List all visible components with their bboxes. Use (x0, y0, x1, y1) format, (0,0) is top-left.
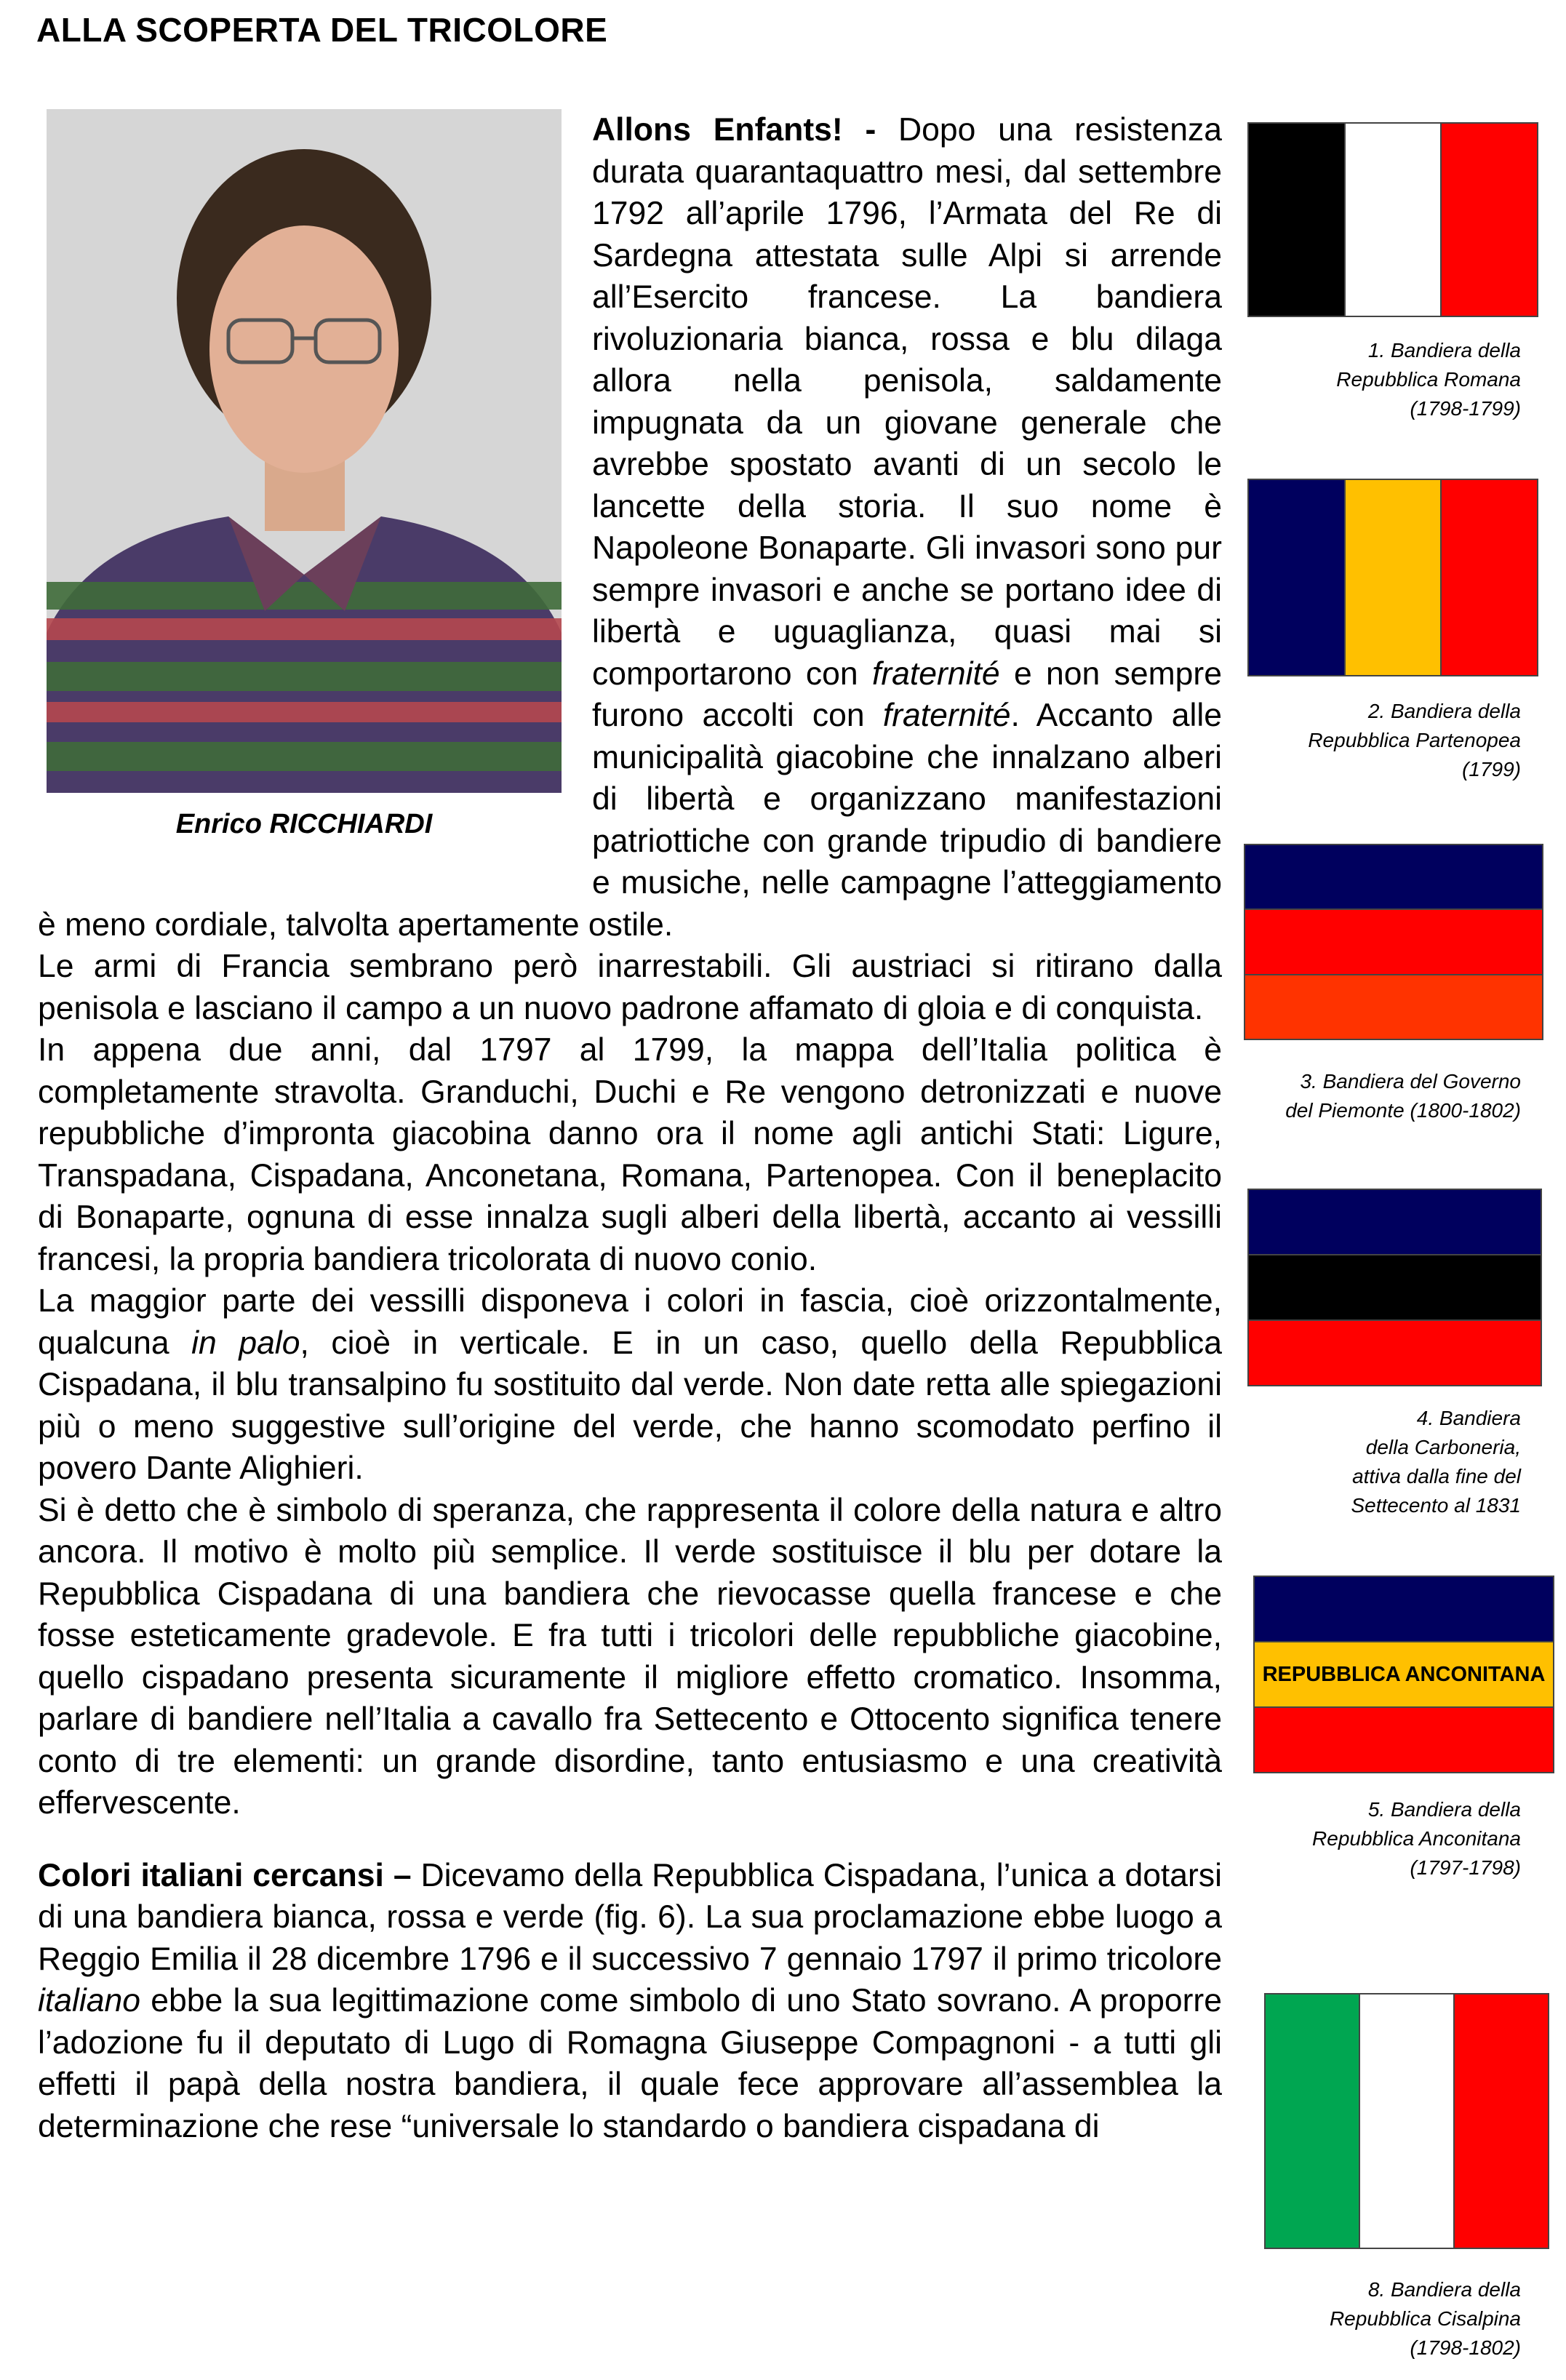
paragraph-4: La maggior parte dei vessilli disponeva i colori in fascia, cioè orizzontalmente, qualcuna in palo, cioè in verticale. E in un caso, quello della Repubblica Cispadana, il blu transalpino fu sostituito dal verde. Non date retta alle spiegazioni più o meno suggestive sull’origine del verde, che hanno scomodato perfino il povero Dante Alighieri. (38, 1283, 1222, 1486)
flag-band (1245, 974, 1542, 1039)
flag-repubblica-partenopea (1247, 479, 1538, 676)
paragraph-6-lead: Colori italiani cercansi – (38, 1857, 412, 1893)
flag-band (1440, 124, 1537, 316)
paragraph-2: Le armi di Francia sembrano però inarrestabili. Gli austriaci si ritirano dalla penisola e lasciano il campo a un nuovo padrone affamato di gloia e di conquista. (38, 949, 1222, 1026)
flag-caption: 5. Bandiera della Repubblica Anconitana (1797-1798) (1312, 1798, 1521, 1879)
flag-band (1344, 480, 1441, 675)
flag-band (1249, 1190, 1541, 1254)
page-title: ALLA SCOPERTA DEL TRICOLORE (36, 11, 608, 49)
flag-repubblica-anconitana (1253, 1576, 1554, 1773)
flag-band (1245, 845, 1542, 909)
flag-caption: 4. Bandiera della Carboneria, attiva dalla fine del Settecento al 1831 (1351, 1407, 1521, 1517)
flag-band (1255, 1577, 1553, 1641)
flag-caption: 1. Bandiera della Repubblica Romana (1798-1799) (1336, 339, 1521, 420)
flag-caption: 8. Bandiera della Repubblica Cisalpina (1798-1802) (1329, 2278, 1521, 2359)
article-body (38, 109, 1222, 2147)
flag-band (1249, 1319, 1541, 1385)
flag-caption: 2. Bandiera della Repubblica Partenopea (1799) (1308, 700, 1521, 780)
flag-band (1249, 480, 1344, 675)
section-gap (38, 1824, 1222, 1855)
flag-caption: 3. Bandiera del Governo del Piemonte (1800-1802) (1285, 1070, 1521, 1122)
paragraph-5: Si è detto che è simbolo di speranza, che rappresenta il colore della natura e altro ancora. Il motivo è molto più semplice. Il verde sostituisce il blu per dotare la Repubblica Cispadana di una bandiera che rievocasse quella francese e che fosse esteticamente gradevole. E fra tutti i tricolori delle repubbliche giacobine, quello cispadano presenta sicuramente il migliore effetto cromatico. Insomma, parlare di bandiere nell’Italia a cavallo fra Settecento e Ottocento significa tenere conto di tre elementi: un grande disordine, tanto entusiasmo e una creatività effervescente. (38, 1492, 1222, 1821)
paragraph-3: In appena due anni, dal 1797 al 1799, la mappa dell’Italia politica è completamente stravolta. Granduchi, Duchi e Re vengono detronizzati e nuove repubbliche d’impronta giacobina danno ora il nome agli antichi Stati: Ligure, Transpadana, Cispadana, Anconetana, Romana, Partenopea. Con il beneplacito di Bonaparte, ognuna di esse innalza sugli alberi della libertà, accanto ai vessilli francesi, la propria bandiera tricolorata di nuovo conio. (38, 1032, 1222, 1277)
photo-spacer (38, 109, 592, 896)
flag-band (1266, 1994, 1359, 2248)
flag-repubblica-romana (1247, 122, 1538, 317)
photo-caption: Enrico RICCHIARDI (175, 809, 433, 839)
flag-carboneria (1247, 1189, 1542, 1386)
flag-band (1344, 124, 1441, 316)
flag-band (1255, 1706, 1553, 1772)
flag-governo-piemonte (1244, 844, 1543, 1040)
flag-band (1245, 909, 1542, 973)
flag-band (1440, 480, 1537, 675)
flag-band-label: REPUBBLICA ANCONITANA (1262, 1662, 1546, 1686)
paragraph-1-lead: Allons Enfants! - (592, 112, 876, 148)
flag-band (1359, 1994, 1453, 2248)
flag-band (1453, 1994, 1548, 2248)
paragraph-1: Allons Enfants! - Dopo una resistenza durata quarantaquattro mesi, dal settembre 1792 all’aprile 1796, l’Armata del Re di Sardegna attestata sulle Alpi si arrende all’Esercito francese. La bandiera rivoluzionaria bianca, rossa e blu dilaga allora nella penisola, saldamente impugnata da un giovane generale che avrebbe spostato avanti di un secolo le lancette della storia. Il suo nome è Napoleone Bonaparte. Gli invasori sono pur sempre invasori e anche se portano idee di libertà e uguaglianza, quasi mai si comportarono con fraternité e non sempre furono accolti con fraternité. Accanto alle municipalità giacobine che innalzano alberi di libertà e organizzano manifestazioni patriottiche con grande tripudio di bandiere e musiche, nelle campagne l’atteggiamento è meno cordiale, talvolta apertamente ostile. (38, 112, 1222, 943)
flag-band (1255, 1641, 1553, 1706)
paragraph-6: Colori italiani cercansi – Dicevamo della Repubblica Cispadana, l’unica a dotarsi di una bandiera bianca, rossa e verde (fig. 6). La sua proclamazione ebbe luogo a Reggio Emilia il 28 dicembre 1796 e il successivo 7 gennaio 1797 il primo tricolore italiano ebbe la sua legittimazione come simbolo di uno Stato sovrano. A proporre l’adozione fu il deputato di Lugo di Romagna Giuseppe Compagnoni - a tutti gli effetti il papà della nostra bandiera, il quale fece approvare all’assemblea la determinazione che rese “universale lo standardo o bandiera cispadana di (38, 1857, 1223, 2144)
flag-band (1249, 124, 1344, 316)
flag-repubblica-cisalpina (1264, 1993, 1549, 2249)
flag-band (1249, 1254, 1541, 1319)
